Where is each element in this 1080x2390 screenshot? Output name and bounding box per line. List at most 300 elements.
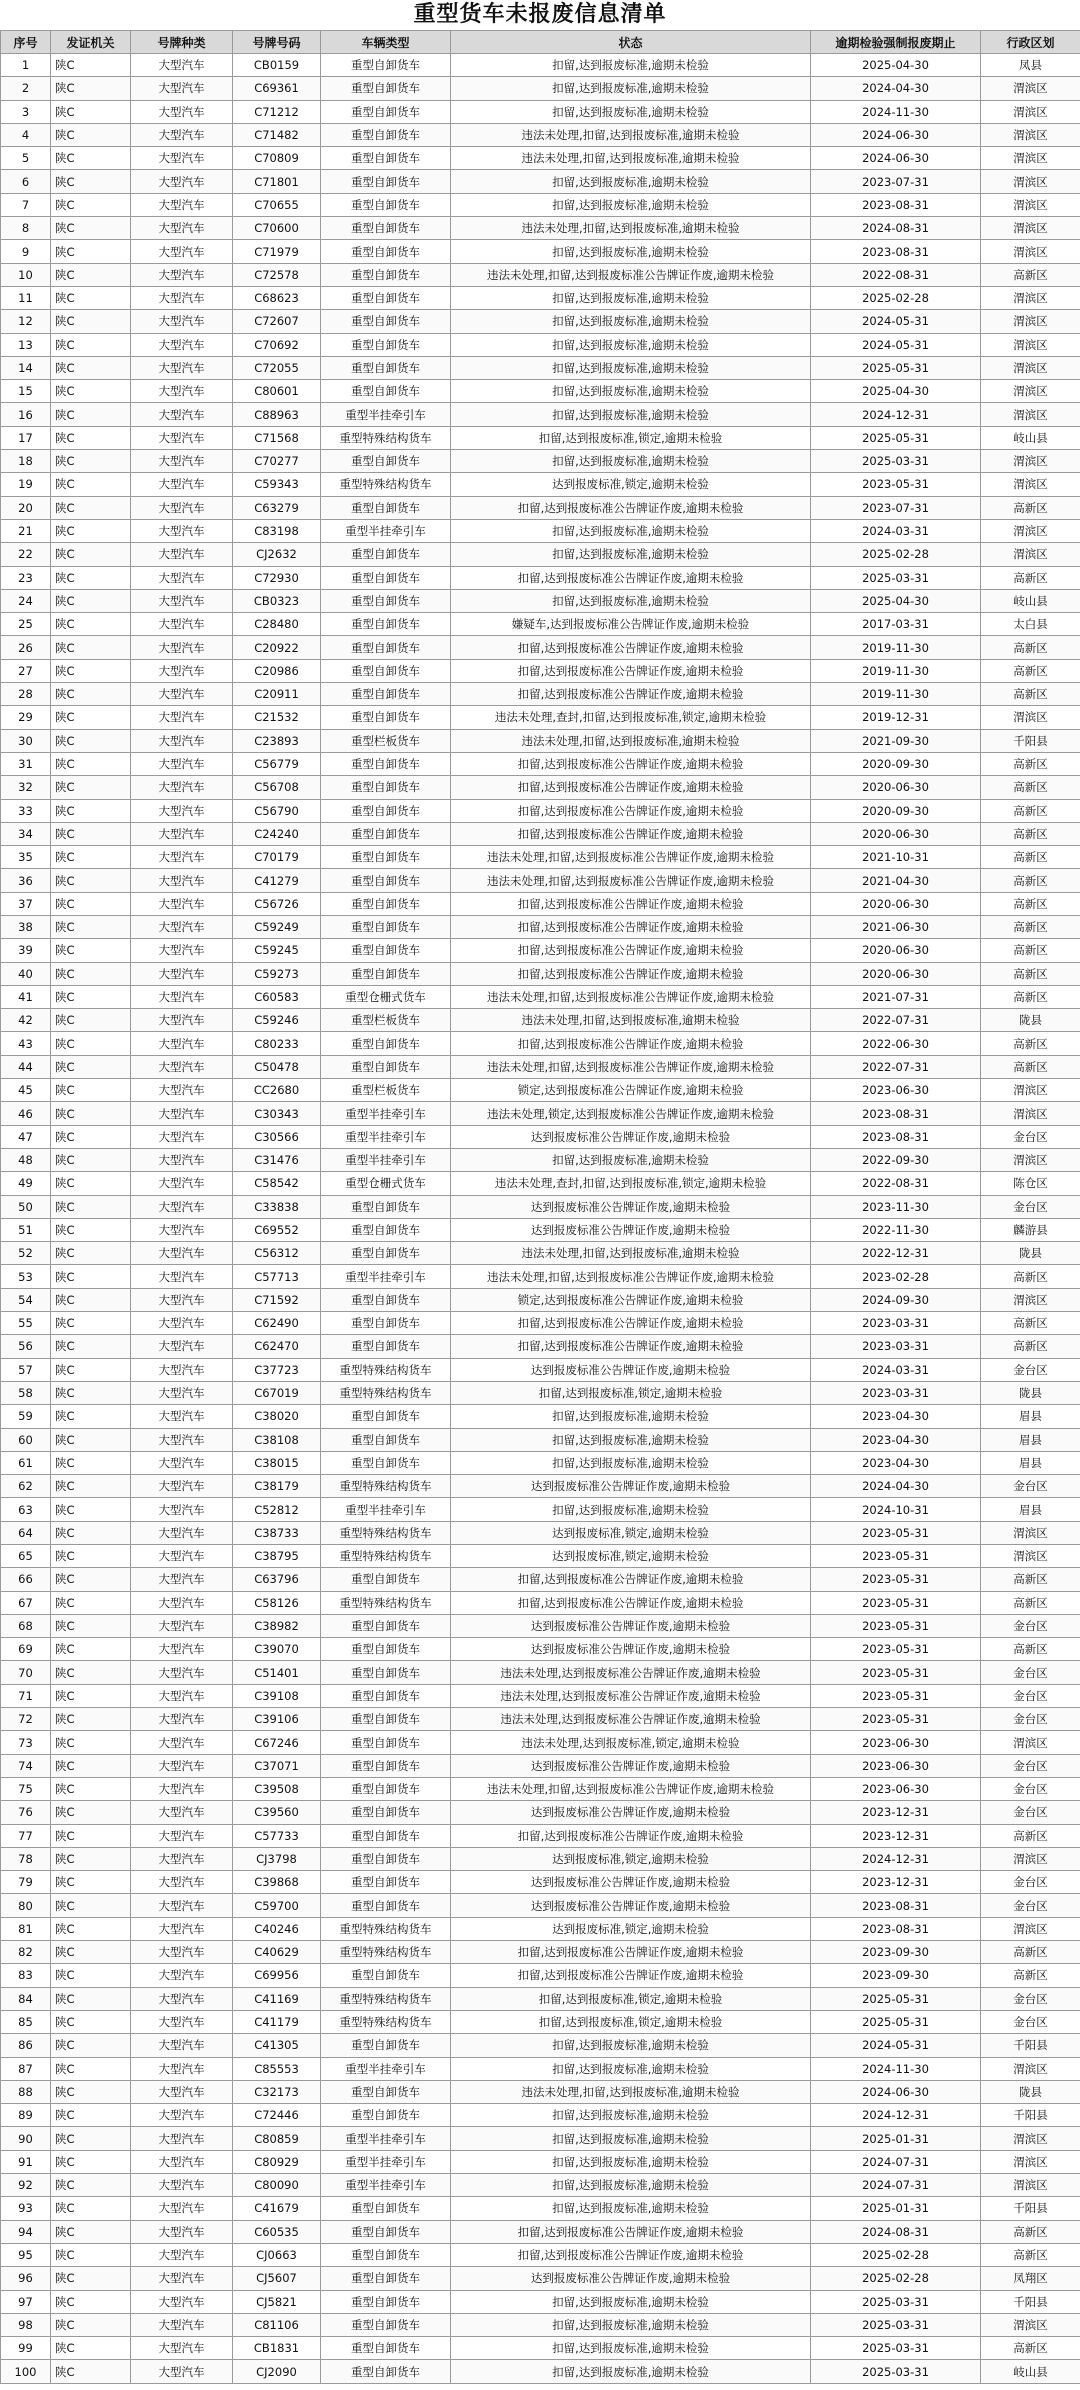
vehicle-type-cell: 重型自卸货车 [321,1428,451,1451]
deadline-date-cell: 2023-06-30 [811,1754,981,1777]
plate-number-cell: C72578 [233,263,321,286]
status-cell: 扣留,达到报废标准公告牌证作废,逾期未检验 [451,962,811,985]
district-cell: 渭滨区 [981,123,1080,146]
status-cell: 违法未处理,扣留,达到报废标准公告牌证作废,逾期未检验 [451,1265,811,1288]
plate-type-cell: 大型汽车 [131,1125,233,1148]
table-row [1,1801,1080,1824]
plate-type-cell: 大型汽车 [131,1684,233,1707]
vehicle-type-cell: 重型自卸货车 [321,1824,451,1847]
issuing-authority-cell: 陕C [51,1312,131,1335]
status-cell: 扣留,达到报废标准公告牌证作废,逾期未检验 [451,752,811,775]
plate-number-cell: CJ5607 [233,2267,321,2290]
status-cell: 违法未处理,扣留,达到报废标准,逾期未检验 [451,1242,811,1265]
district-cell: 渭滨区 [981,310,1080,333]
plate-number-cell: C60535 [233,2220,321,2243]
status-cell: 扣留,达到报废标准公告牌证作废,逾期未检验 [451,822,811,845]
plate-type-cell: 大型汽车 [131,1312,233,1335]
district-cell: 高新区 [981,985,1080,1008]
row-index-cell: 79 [1,1871,51,1894]
plate-type-cell: 大型汽车 [131,1638,233,1661]
plate-type-cell: 大型汽车 [131,1405,233,1428]
district-cell: 高新区 [981,1335,1080,1358]
plate-number-cell: C21532 [233,706,321,729]
status-cell: 扣留,达到报废标准,锁定,逾期未检验 [451,1381,811,1404]
deadline-date-cell: 2023-07-31 [811,170,981,193]
row-index-cell: 93 [1,2197,51,2220]
issuing-authority-cell: 陕C [51,2290,131,2313]
district-cell: 渭滨区 [981,403,1080,426]
plate-number-cell: CJ5821 [233,2290,321,2313]
vehicle-type-cell: 重型自卸货车 [321,286,451,309]
row-index-cell: 37 [1,892,51,915]
row-index-cell: 71 [1,1684,51,1707]
table-row [1,1172,1080,1195]
vehicle-type-cell: 重型半挂牵引车 [321,1265,451,1288]
status-cell: 扣留,达到报废标准,逾期未检验 [451,2290,811,2313]
plate-number-cell: C38733 [233,1521,321,1544]
table-row [1,286,1080,309]
status-cell: 违法未处理,扣留,达到报废标准公告牌证作废,逾期未检验 [451,869,811,892]
district-cell: 渭滨区 [981,2127,1080,2150]
status-cell: 扣留,达到报废标准公告牌证作废,逾期未检验 [451,659,811,682]
issuing-authority-cell: 陕C [51,1614,131,1637]
table-row [1,2010,1080,2033]
plate-type-cell: 大型汽车 [131,822,233,845]
status-cell: 扣留,达到报废标准,逾期未检验 [451,403,811,426]
vehicle-type-cell: 重型自卸货车 [321,636,451,659]
district-cell: 陇县 [981,2080,1080,2103]
district-cell: 岐山县 [981,2360,1080,2383]
plate-number-cell: CJ0663 [233,2243,321,2266]
district-cell: 渭滨区 [981,450,1080,473]
table-row [1,1218,1080,1241]
issuing-authority-cell: 陕C [51,1708,131,1731]
row-index-cell: 13 [1,333,51,356]
plate-type-cell: 大型汽车 [131,799,233,822]
plate-type-cell: 大型汽车 [131,263,233,286]
plate-number-cell: C60583 [233,985,321,1008]
row-index-cell: 40 [1,962,51,985]
plate-type-cell: 大型汽车 [131,1568,233,1591]
district-cell: 高新区 [981,1941,1080,1964]
deadline-date-cell: 2025-05-31 [811,2010,981,2033]
plate-type-cell: 大型汽车 [131,1335,233,1358]
issuing-authority-cell: 陕C [51,939,131,962]
plate-type-cell: 大型汽车 [131,310,233,333]
issuing-authority-cell: 陕C [51,1521,131,1544]
plate-number-cell: C56312 [233,1242,321,1265]
plate-number-cell: C58542 [233,1172,321,1195]
district-cell: 渭滨区 [981,1545,1080,1568]
issuing-authority-cell: 陕C [51,193,131,216]
issuing-authority-cell: 陕C [51,752,131,775]
issuing-authority-cell: 陕C [51,659,131,682]
plate-number-cell: C30566 [233,1125,321,1148]
plate-type-cell: 大型汽车 [131,1288,233,1311]
deadline-date-cell: 2023-12-31 [811,1871,981,1894]
status-cell: 达到报废标准公告牌证作废,逾期未检验 [451,1871,811,1894]
issuing-authority-cell: 陕C [51,1871,131,1894]
plate-number-cell: C71592 [233,1288,321,1311]
plate-type-cell: 大型汽车 [131,2034,233,2057]
row-index-cell: 14 [1,356,51,379]
issuing-authority-cell: 陕C [51,380,131,403]
plate-number-cell: C72607 [233,310,321,333]
status-cell: 扣留,达到报废标准公告牌证作废,逾期未检验 [451,2243,811,2266]
vehicle-type-cell: 重型自卸货车 [321,310,451,333]
table-row [1,543,1080,566]
district-cell: 千阳县 [981,2290,1080,2313]
row-index-cell: 76 [1,1801,51,1824]
issuing-authority-cell: 陕C [51,147,131,170]
district-cell: 金台区 [981,1661,1080,1684]
deadline-date-cell: 2023-09-30 [811,1964,981,1987]
plate-type-cell: 大型汽车 [131,1428,233,1451]
district-cell: 高新区 [981,1032,1080,1055]
deadline-date-cell: 2020-06-30 [811,939,981,962]
deadline-date-cell: 2023-05-31 [811,1708,981,1731]
plate-number-cell: C80233 [233,1032,321,1055]
issuing-authority-cell: 陕C [51,2267,131,2290]
vehicle-type-cell: 重型自卸货车 [321,659,451,682]
row-index-cell: 21 [1,519,51,542]
table-row [1,1545,1080,1568]
deadline-date-cell: 2020-06-30 [811,822,981,845]
plate-type-cell: 大型汽车 [131,473,233,496]
status-cell: 达到报废标准公告牌证作废,逾期未检验 [451,1894,811,1917]
status-cell: 达到报废标准公告牌证作废,逾期未检验 [451,1801,811,1824]
table-row [1,939,1080,962]
row-index-cell: 42 [1,1009,51,1032]
status-cell: 扣留,达到报废标准,逾期未检验 [451,589,811,612]
table-row [1,1079,1080,1102]
plate-number-cell: C39106 [233,1708,321,1731]
plate-number-cell: C69552 [233,1218,321,1241]
plate-number-cell: C59246 [233,1009,321,1032]
issuing-authority-cell: 陕C [51,706,131,729]
issuing-authority-cell: 陕C [51,2034,131,2057]
issuing-authority-cell: 陕C [51,2174,131,2197]
table-row [1,2220,1080,2243]
deadline-date-cell: 2022-08-31 [811,1172,981,1195]
deadline-date-cell: 2025-02-28 [811,543,981,566]
vehicle-type-cell: 重型自卸货车 [321,1754,451,1777]
page-title: 重型货车未报废信息清单 [413,2,667,27]
status-cell: 扣留,达到报废标准公告牌证作废,逾期未检验 [451,892,811,915]
district-cell: 金台区 [981,1614,1080,1637]
issuing-authority-cell: 陕C [51,1032,131,1055]
row-index-cell: 72 [1,1708,51,1731]
plate-number-cell: C85553 [233,2057,321,2080]
plate-type-cell: 大型汽车 [131,2337,233,2360]
deadline-date-cell: 2024-05-31 [811,310,981,333]
vehicle-type-cell: 重型自卸货车 [321,1312,451,1335]
table-row [1,1032,1080,1055]
vehicle-type-cell: 重型自卸货车 [321,2080,451,2103]
vehicle-type-cell: 重型特殊结构货车 [321,1941,451,1964]
issuing-authority-cell: 陕C [51,263,131,286]
deadline-date-cell: 2025-03-31 [811,566,981,589]
vehicle-type-cell: 重型自卸货车 [321,1708,451,1731]
status-cell: 违法未处理,查封,扣留,达到报废标准,锁定,逾期未检验 [451,1172,811,1195]
table-row [1,1614,1080,1637]
district-cell: 高新区 [981,1824,1080,1847]
row-index-cell: 41 [1,985,51,1008]
table-row [1,1591,1080,1614]
row-index-cell: 45 [1,1079,51,1102]
table-row [1,776,1080,799]
issuing-authority-cell: 陕C [51,543,131,566]
table-row [1,2267,1080,2290]
plate-number-cell: C67019 [233,1381,321,1404]
vehicle-type-cell: 重型自卸货车 [321,1568,451,1591]
status-cell: 违法未处理,达到报废标准公告牌证作废,逾期未检验 [451,1684,811,1707]
vehicle-type-cell: 重型自卸货车 [321,263,451,286]
row-index-cell: 60 [1,1428,51,1451]
issuing-authority-cell: 陕C [51,1964,131,1987]
plate-type-cell: 大型汽车 [131,1521,233,1544]
district-cell: 麟游县 [981,1218,1080,1241]
status-cell: 扣留,达到报废标准,逾期未检验 [451,310,811,333]
issuing-authority-cell: 陕C [51,1545,131,1568]
table-row [1,1964,1080,1987]
plate-type-cell: 大型汽车 [131,1148,233,1171]
table-row [1,1055,1080,1078]
vehicle-type-cell: 重型自卸货车 [321,799,451,822]
vehicle-type-cell: 重型自卸货车 [321,869,451,892]
plate-number-cell: C40629 [233,1941,321,1964]
table-row [1,869,1080,892]
plate-type-cell: 大型汽车 [131,962,233,985]
header-cell: 逾期检验强制报废期止 [811,31,981,54]
plate-type-cell: 大型汽车 [131,1987,233,2010]
plate-type-cell: 大型汽车 [131,77,233,100]
table-row [1,54,1080,77]
issuing-authority-cell: 陕C [51,2150,131,2173]
row-index-cell: 67 [1,1591,51,1614]
issuing-authority-cell: 陕C [51,1824,131,1847]
status-cell: 扣留,达到报废标准公告牌证作废,逾期未检验 [451,2220,811,2243]
issuing-authority-cell: 陕C [51,1801,131,1824]
district-cell: 高新区 [981,2243,1080,2266]
issuing-authority-cell: 陕C [51,2010,131,2033]
deadline-date-cell: 2023-05-31 [811,1545,981,1568]
district-cell: 渭滨区 [981,2150,1080,2173]
issuing-authority-cell: 陕C [51,310,131,333]
plate-type-cell: 大型汽车 [131,1475,233,1498]
row-index-cell: 63 [1,1498,51,1521]
status-cell: 扣留,达到报废标准,逾期未检验 [451,2034,811,2057]
vehicle-type-cell: 重型半挂牵引车 [321,2057,451,2080]
issuing-authority-cell: 陕C [51,1777,131,1800]
row-index-cell: 96 [1,2267,51,2290]
deadline-date-cell: 2023-05-31 [811,1568,981,1591]
table-row [1,217,1080,240]
status-cell: 达到报废标准公告牌证作废,逾期未检验 [451,1125,811,1148]
deadline-date-cell: 2024-12-31 [811,1847,981,1870]
row-index-cell: 29 [1,706,51,729]
vehicle-type-cell: 重型自卸货车 [321,2197,451,2220]
plate-type-cell: 大型汽车 [131,2290,233,2313]
plate-type-cell: 大型汽车 [131,2150,233,2173]
deadline-date-cell: 2023-12-31 [811,1801,981,1824]
table-row [1,380,1080,403]
deadline-date-cell: 2022-07-31 [811,1055,981,1078]
status-cell: 达到报废标准公告牌证作废,逾期未检验 [451,1218,811,1241]
issuing-authority-cell: 陕C [51,869,131,892]
district-cell: 渭滨区 [981,217,1080,240]
district-cell: 金台区 [981,1987,1080,2010]
table-row [1,1754,1080,1777]
plate-type-cell: 大型汽车 [131,496,233,519]
table-row [1,2360,1080,2383]
row-index-cell: 61 [1,1451,51,1474]
issuing-authority-cell: 陕C [51,822,131,845]
plate-number-cell: C72446 [233,2104,321,2127]
status-cell: 扣留,达到报废标准公告牌证作废,逾期未检验 [451,1941,811,1964]
district-cell: 渭滨区 [981,706,1080,729]
district-cell: 高新区 [981,892,1080,915]
row-index-cell: 5 [1,147,51,170]
deadline-date-cell: 2025-02-28 [811,2243,981,2266]
deadline-date-cell: 2024-11-30 [811,2057,981,2080]
status-cell: 违法未处理,达到报废标准公告牌证作废,逾期未检验 [451,1661,811,1684]
row-index-cell: 11 [1,286,51,309]
plate-number-cell: CJ2632 [233,543,321,566]
row-index-cell: 47 [1,1125,51,1148]
plate-number-cell: C70692 [233,333,321,356]
vehicle-type-cell: 重型仓栅式货车 [321,985,451,1008]
plate-number-cell: CJ3798 [233,1847,321,1870]
vehicle-type-cell: 重型自卸货车 [321,915,451,938]
row-index-cell: 92 [1,2174,51,2197]
row-index-cell: 17 [1,426,51,449]
plate-number-cell: C38982 [233,1614,321,1637]
deadline-date-cell: 2025-05-31 [811,356,981,379]
row-index-cell: 16 [1,403,51,426]
deadline-date-cell: 2024-12-31 [811,403,981,426]
issuing-authority-cell: 陕C [51,217,131,240]
plate-number-cell: C39108 [233,1684,321,1707]
table-row [1,1871,1080,1894]
deadline-date-cell: 2020-06-30 [811,962,981,985]
plate-type-cell: 大型汽车 [131,659,233,682]
row-index-cell: 6 [1,170,51,193]
vehicle-type-cell: 重型特殊结构货车 [321,1381,451,1404]
district-cell: 岐山县 [981,589,1080,612]
plate-number-cell: C56726 [233,892,321,915]
plate-type-cell: 大型汽车 [131,1079,233,1102]
row-index-cell: 39 [1,939,51,962]
plate-number-cell: C70179 [233,846,321,869]
deadline-date-cell: 2020-06-30 [811,776,981,799]
district-cell: 渭滨区 [981,1847,1080,1870]
issuing-authority-cell: 陕C [51,1847,131,1870]
deadline-date-cell: 2017-03-31 [811,613,981,636]
deadline-date-cell: 2022-11-30 [811,1218,981,1241]
row-index-cell: 28 [1,683,51,706]
vehicle-type-cell: 重型自卸货车 [321,566,451,589]
plate-type-cell: 大型汽车 [131,613,233,636]
issuing-authority-cell: 陕C [51,613,131,636]
issuing-authority-cell: 陕C [51,1405,131,1428]
table-row [1,1824,1080,1847]
plate-number-cell: CB0323 [233,589,321,612]
issuing-authority-cell: 陕C [51,1265,131,1288]
vehicle-type-cell: 重型半挂牵引车 [321,1148,451,1171]
row-index-cell: 65 [1,1545,51,1568]
table-row [1,1148,1080,1171]
row-index-cell: 22 [1,543,51,566]
table-row [1,1288,1080,1311]
district-cell: 高新区 [981,846,1080,869]
plate-type-cell: 大型汽车 [131,286,233,309]
deadline-date-cell: 2023-08-31 [811,240,981,263]
status-cell: 扣留,达到报废标准,逾期未检验 [451,2127,811,2150]
issuing-authority-cell: 陕C [51,240,131,263]
deadline-date-cell: 2024-11-30 [811,100,981,123]
vehicle-type-cell: 重型自卸货车 [321,77,451,100]
vehicle-type-cell: 重型自卸货车 [321,450,451,473]
status-cell: 扣留,达到报废标准公告牌证作废,逾期未检验 [451,496,811,519]
row-index-cell: 59 [1,1405,51,1428]
plate-type-cell: 大型汽车 [131,2220,233,2243]
plate-type-cell: 大型汽车 [131,147,233,170]
issuing-authority-cell: 陕C [51,1125,131,1148]
district-cell: 渭滨区 [981,286,1080,309]
row-index-cell: 90 [1,2127,51,2150]
deadline-date-cell: 2025-03-31 [811,2290,981,2313]
status-cell: 扣留,达到报废标准公告牌证作废,逾期未检验 [451,915,811,938]
issuing-authority-cell: 陕C [51,1242,131,1265]
vehicle-type-cell: 重型自卸货车 [321,2360,451,2383]
plate-number-cell: C88963 [233,403,321,426]
plate-number-cell: C81106 [233,2313,321,2336]
district-cell: 高新区 [981,776,1080,799]
status-cell: 达到报废标准,锁定,逾期未检验 [451,1521,811,1544]
deadline-date-cell: 2019-12-31 [811,706,981,729]
issuing-authority-cell: 陕C [51,1381,131,1404]
plate-type-cell: 大型汽车 [131,1801,233,1824]
vehicle-type-cell: 重型自卸货车 [321,123,451,146]
vehicle-type-cell: 重型自卸货车 [321,846,451,869]
deadline-date-cell: 2024-06-30 [811,123,981,146]
status-cell: 扣留,达到报废标准,逾期未检验 [451,1498,811,1521]
issuing-authority-cell: 陕C [51,729,131,752]
status-cell: 扣留,达到报废标准公告牌证作废,逾期未检验 [451,1824,811,1847]
status-cell: 违法未处理,扣留,达到报废标准,逾期未检验 [451,2080,811,2103]
plate-number-cell: C24240 [233,822,321,845]
plate-type-cell: 大型汽车 [131,1009,233,1032]
issuing-authority-cell: 陕C [51,54,131,77]
vehicle-type-cell: 重型自卸货车 [321,1218,451,1241]
district-cell: 陇县 [981,1242,1080,1265]
status-cell: 达到报废标准,锁定,逾期未检验 [451,473,811,496]
plate-type-cell: 大型汽车 [131,333,233,356]
district-cell: 眉县 [981,1405,1080,1428]
issuing-authority-cell: 陕C [51,2313,131,2336]
issuing-authority-cell: 陕C [51,1009,131,1032]
issuing-authority-cell: 陕C [51,1428,131,1451]
status-cell: 扣留,达到报废标准公告牌证作废,逾期未检验 [451,799,811,822]
issuing-authority-cell: 陕C [51,683,131,706]
table-row [1,193,1080,216]
district-cell: 千阳县 [981,2197,1080,2220]
row-index-cell: 1 [1,54,51,77]
vehicle-type-cell: 重型自卸货车 [321,1242,451,1265]
district-cell: 渭滨区 [981,2057,1080,2080]
plate-number-cell: C37071 [233,1754,321,1777]
